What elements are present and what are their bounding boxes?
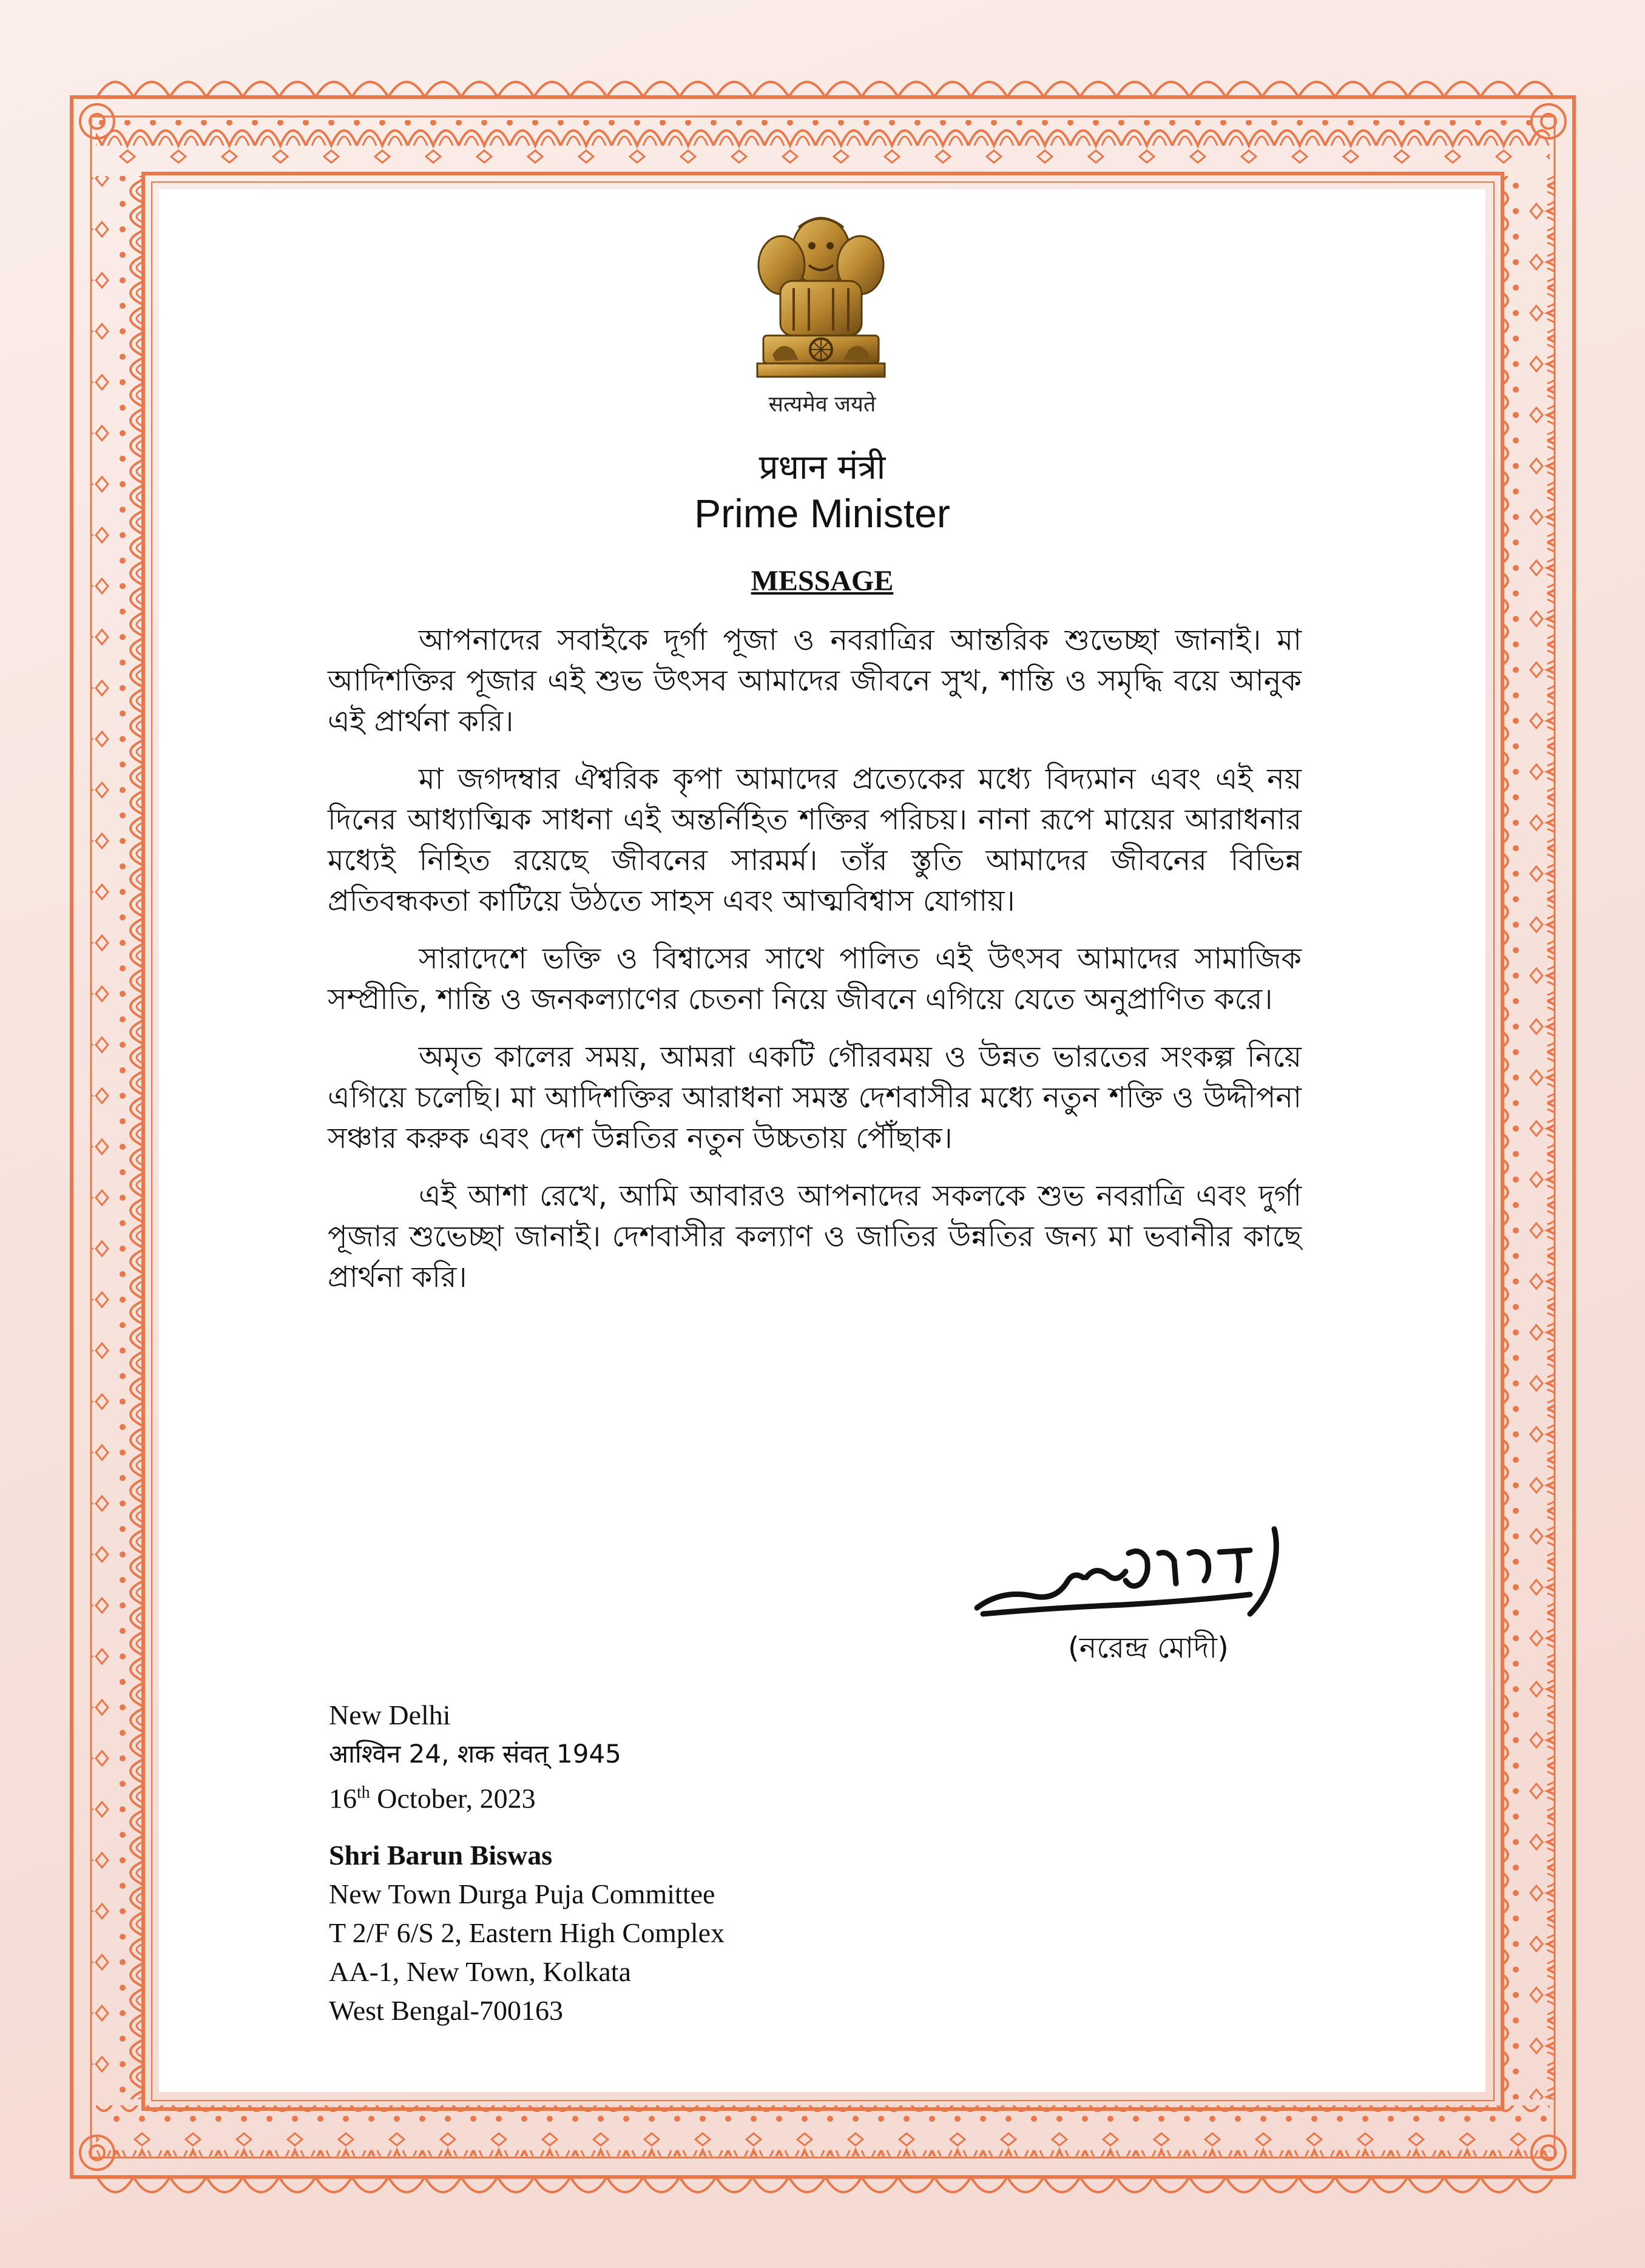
emblem-motto: सत्यमेव जयते bbox=[768, 392, 876, 417]
message-paragraph-1: আপনাদের সবাইকে দূর্গা পূজা ও নবরাত্রির আন্তরিক শুভেচ্ছা জানাই। মা আদিশক্তির পূজার এই শুভ উৎসব আমাদের জীবনে সুখ, শান্তি ও সমৃদ্ধি বয়ে আনুক এই প্রার্থনা করি। bbox=[328, 623, 1302, 738]
date-day: 16 bbox=[329, 1783, 357, 1814]
message-paragraph-5: এই আশা রেখে, আমি আবারও আপনাদের সকলকে শুভ নবরাত্রি এবং দুর্গা পূজার শুভেচ্ছা জানাই। দেশবাসীর কল্যাণ ও জাতির উন্নতির জন্য মা ভবানীর কাছে প্রার্থনা করি। bbox=[328, 1179, 1302, 1294]
address-line-2: T 2/F 6/S 2, Eastern High Complex bbox=[329, 1917, 725, 1949]
message-paragraph-2: মা জগদম্বার ঐশ্বরিক কৃপা আমাদের প্রত্যেকের মধ্যে বিদ্যমান এবং এই নয় দিনের আধ্যাত্মিক সাধনা এই অন্তর্নিহিত শক্তির পরিচয়। নানা রূপে মায়ের আরাধনার মধ্যেই নিহিত রয়েছে জীবনের সারমর্ম। তাঁর স্তুতি আমাদের জীবনের বিভিন্ন প্রতিবন্ধকতা কাটিয়ে উঠতে সাহস এবং আত্মবিশ্বাস যোগায়। bbox=[328, 762, 1302, 918]
hindi-date: आश्विन 24, शक संवत् 1945 bbox=[329, 1739, 621, 1769]
date bbox=[329, 1774, 725, 1818]
page-title: Prime Minister bbox=[694, 491, 950, 536]
message-heading: MESSAGE bbox=[751, 565, 894, 597]
address-line-1: New Town Durga Puja Committee bbox=[329, 1878, 715, 1910]
address-block bbox=[329, 1696, 725, 2030]
signatory-name: (নরেন্দ্র মোদী) bbox=[1068, 1631, 1229, 1665]
address-line-4: West Bengal-700163 bbox=[329, 1995, 563, 2027]
date-rest: October, 2023 bbox=[370, 1783, 536, 1814]
handwritten-signature bbox=[965, 1517, 1305, 1632]
message-body bbox=[328, 620, 1302, 1315]
date-suffix: th bbox=[357, 1783, 370, 1802]
message-paragraph-3: সারাদেশে ভক্তি ও বিশ্বাসের সাথে পালিত এই উৎসব আমাদের সামাজিক সম্প্রীতি, শান্তি ও জনকল্যাণের চেতনা নিয়ে জীবনে এগিয়ে যেতে অনুপ্রাণিত করে। bbox=[328, 942, 1302, 1016]
place: New Delhi bbox=[329, 1699, 451, 1730]
message-paragraph-4: অমৃত কালের সময়, আমরা একটি গৌরবময় ও উন্নত ভারতের সংকল্প নিয়ে এগিয়ে চলেছি। মা আদিশক্তির আরাধনা সমস্ত দেশবাসীর মধ্যে নতুন শক্তি ও উদ্দীপনা সঞ্চার করুক এবং দেশ উন্নতির নতুন উচ্চতায় পৌঁছাক। bbox=[328, 1040, 1302, 1155]
title-hindi: प्रधान मंत्री bbox=[758, 448, 886, 487]
recipient-name: Shri Barun Biswas bbox=[329, 1840, 553, 1871]
address-line-3: AA-1, New Town, Kolkata bbox=[329, 1956, 632, 1988]
